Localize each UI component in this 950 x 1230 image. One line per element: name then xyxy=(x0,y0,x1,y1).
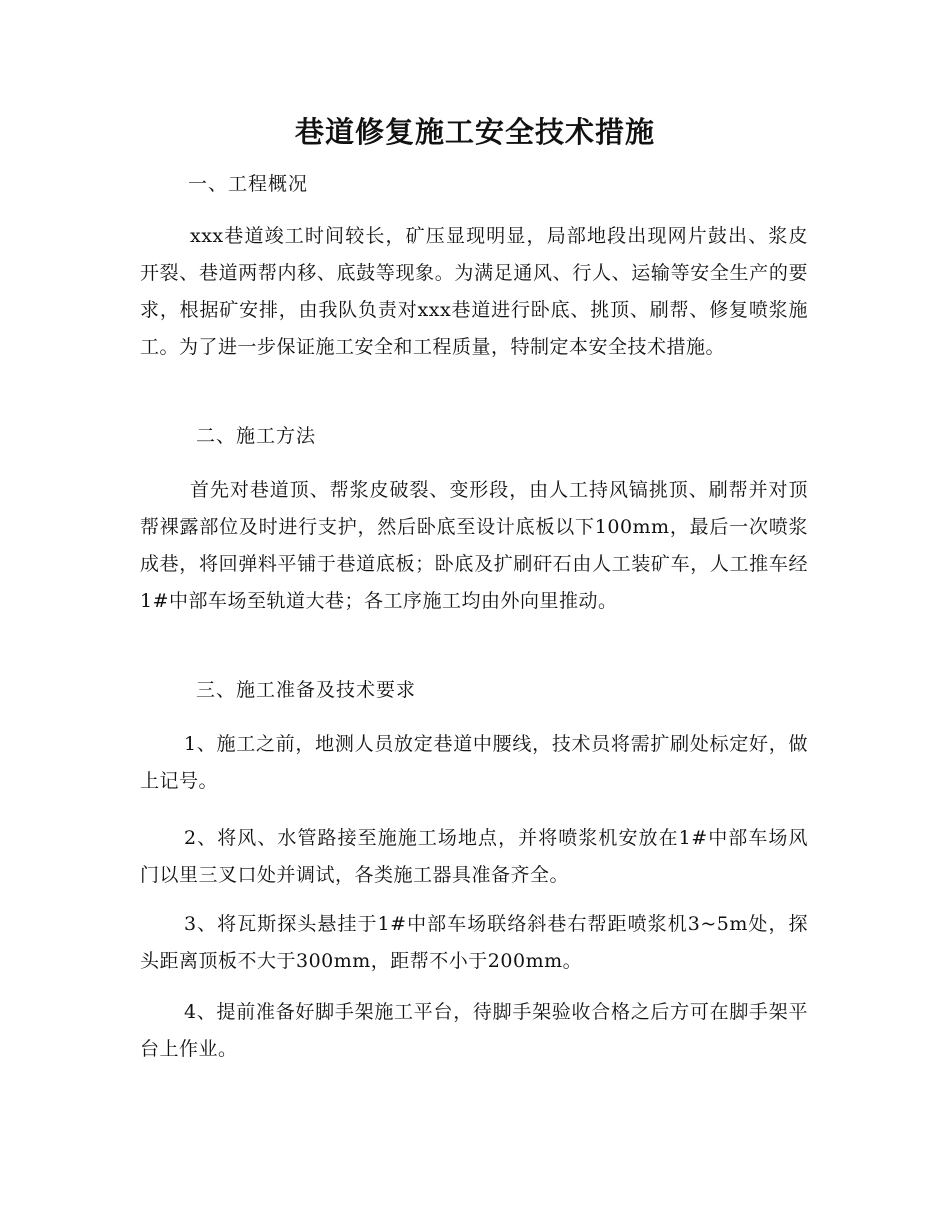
paragraph-preparation-4: 4、提前准备好脚手架施工平台，待脚手架验收合格之后方可在脚手架平台上作业。 xyxy=(140,1001,808,1060)
section-heading-overview: 一、工程概况 xyxy=(188,173,309,195)
document-title: 巷道修复施工安全技术措施 xyxy=(294,115,655,149)
paragraph-method: 首先对巷道顶、帮浆皮破裂、变形段，由人工持风镐挑顶、刷帮并对顶帮裸露部位及时进行支护，然后卧底至设计底板以下100mm，最后一次喷浆成巷，将回弹料平铺于巷道底板；卧底及扩刷矸石由人工装矿车，人工推车经1#中部车场至轨道大巷；各工序施工均由外向里推动。 xyxy=(140,479,808,612)
paragraph-overview: xxx巷道竣工时间较长，矿压显现明显，局部地段出现网片鼓出、浆皮开裂、巷道两帮内移、底鼓等现象。为满足通风、行人、运输等安全生产的要求，根据矿安排，由我队负责对xxx巷道进行卧底、挑顶、刷帮、修复喷浆施工。为了进一步保证施工安全和工程质量，特制定本安全技术措施。 xyxy=(140,225,808,358)
section-heading-preparation: 三、施工准备及技术要求 xyxy=(196,679,417,701)
section-heading-method: 二、施工方法 xyxy=(196,425,317,447)
paragraph-preparation-3: 3、将瓦斯探头悬挂于1#中部车场联络斜巷右帮距喷浆机3~5m处，探头距离顶板不大于300mm，距帮不小于200mm。 xyxy=(140,913,808,972)
paragraph-preparation-2: 2、将风、水管路接至施施工场地点，并将喷浆机安放在1#中部车场风门以里三叉口处并调试，各类施工器具准备齐全。 xyxy=(140,827,808,886)
paragraph-preparation-1: 1、施工之前，地测人员放定巷道中腰线，技术员将需扩刷处标定好，做上记号。 xyxy=(140,733,808,792)
